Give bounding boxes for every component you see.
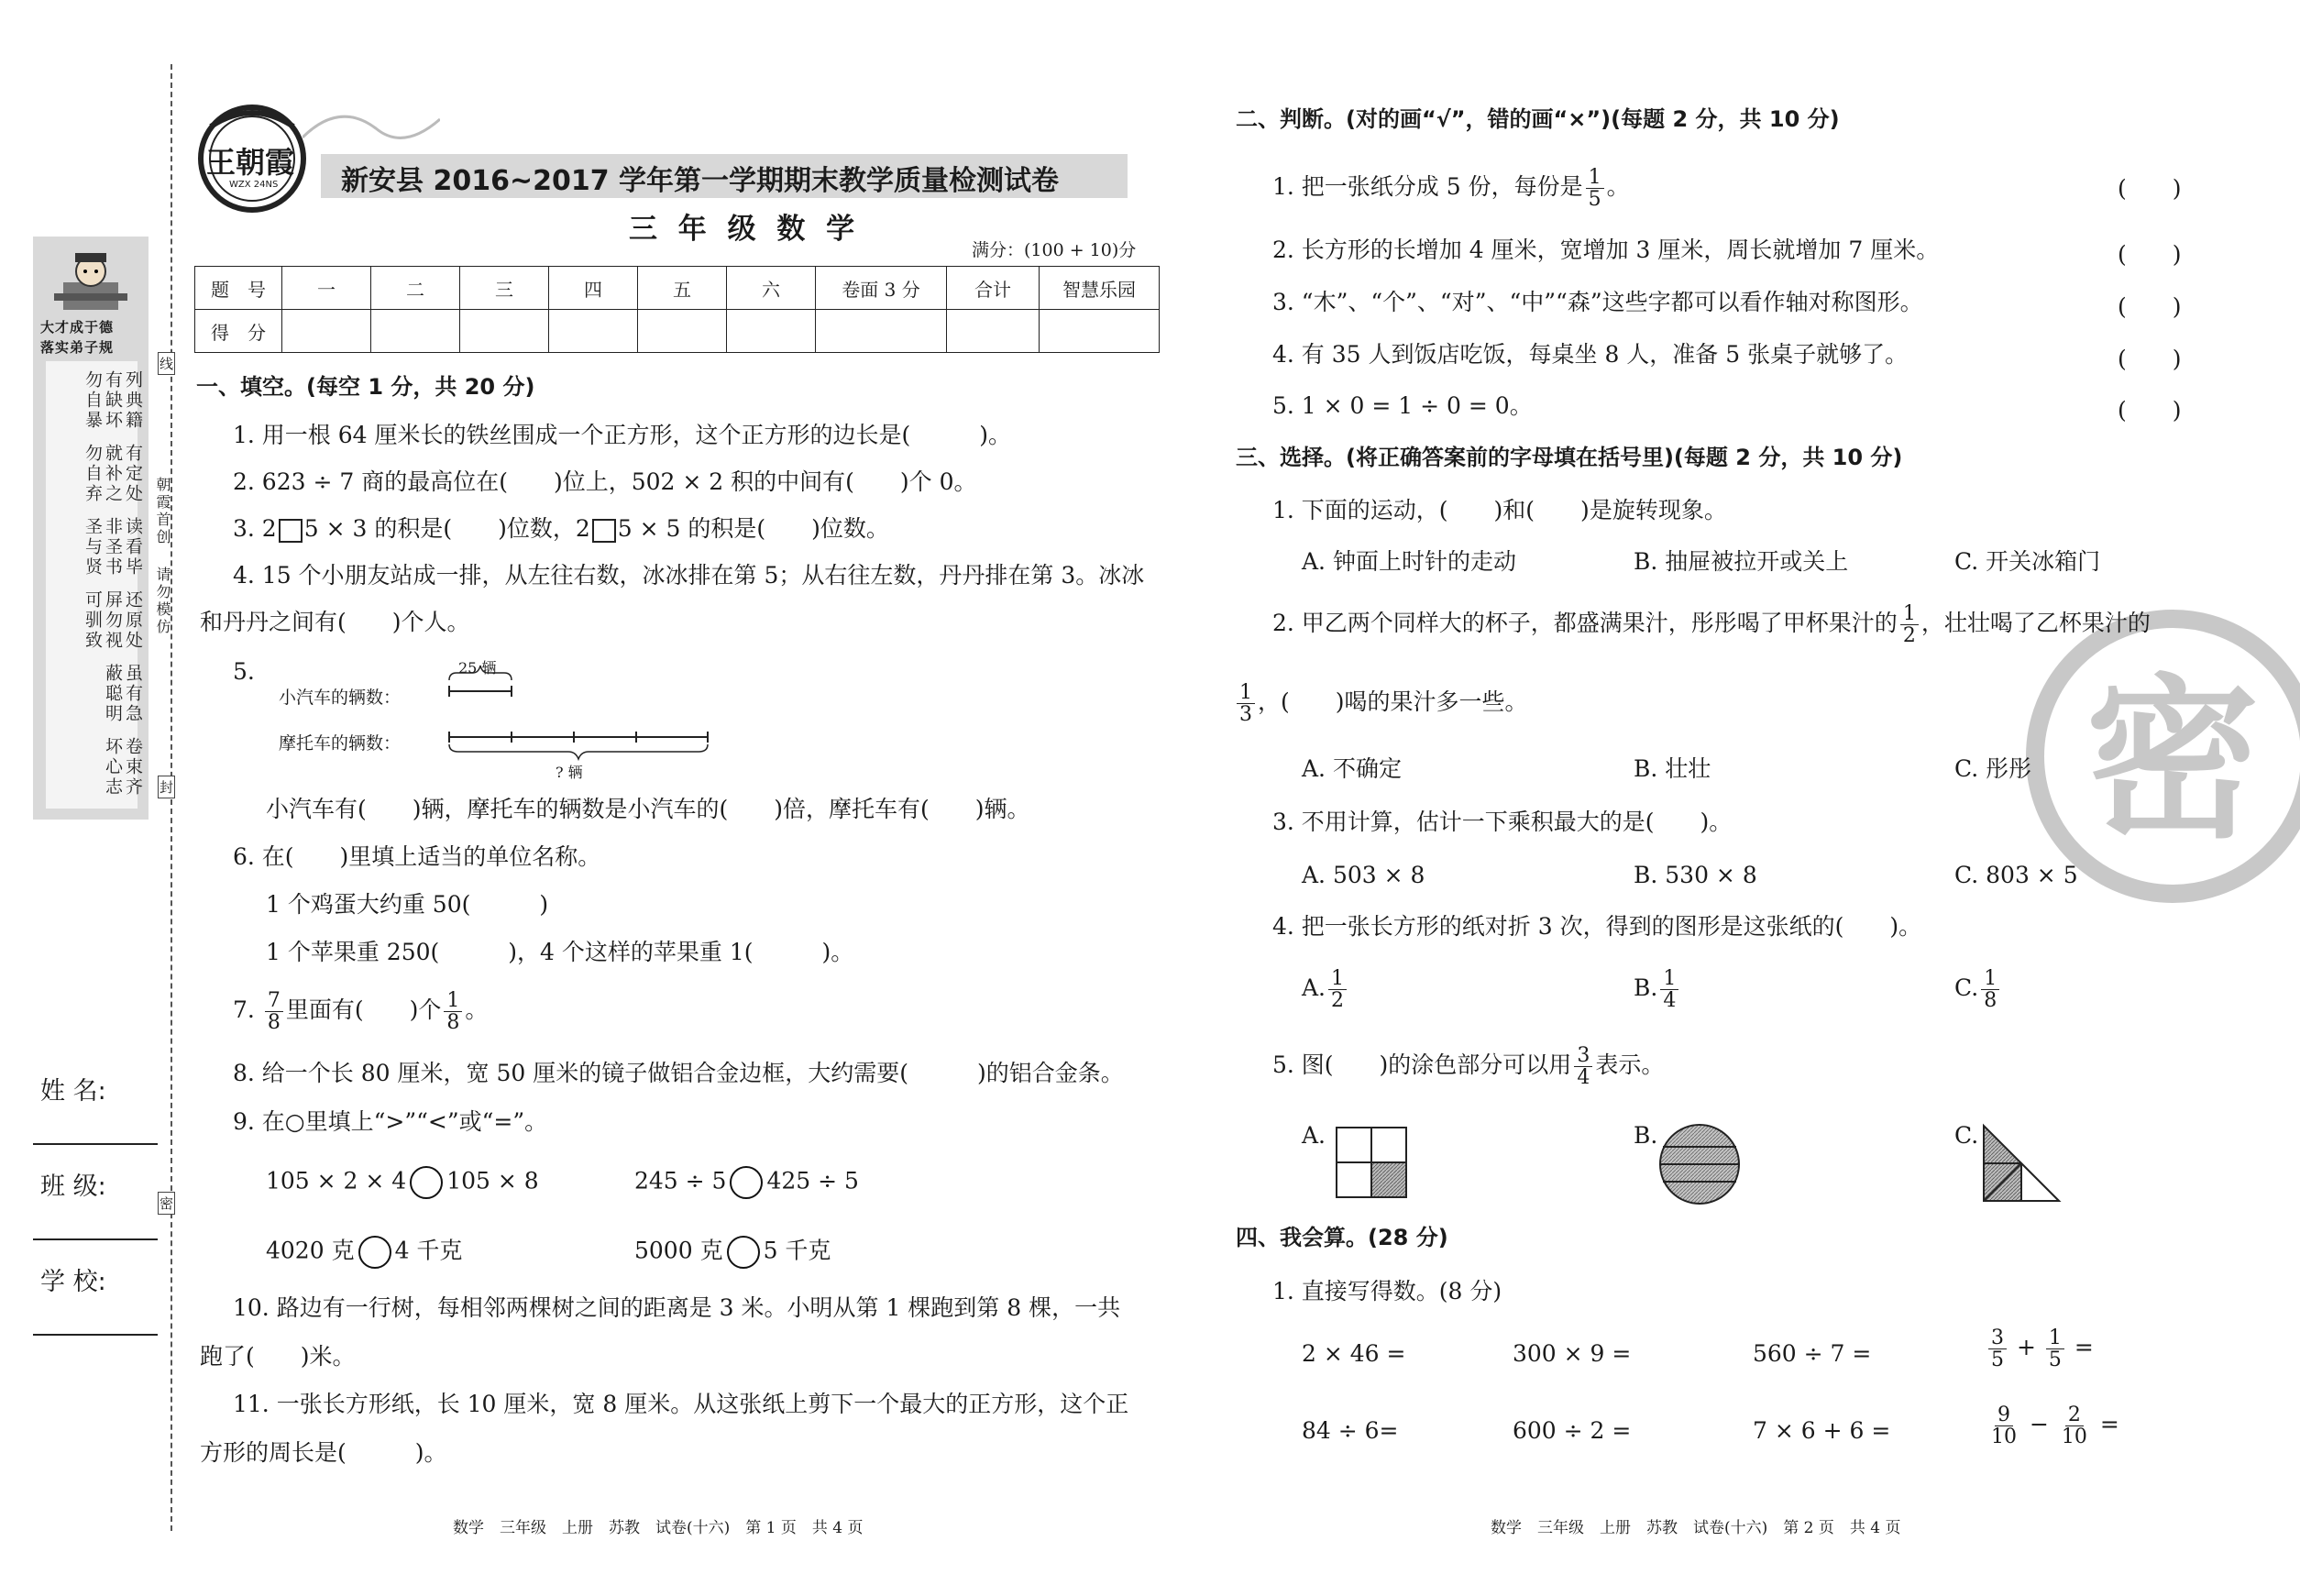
section-heading: 一、填空。(每空 1 分，共 20 分) [196, 374, 535, 400]
denominator: 8 [267, 1011, 281, 1035]
stamp-text: 密 [2085, 659, 2261, 862]
calc-item: 2 × 46 = [1302, 1340, 1406, 1367]
option-letter[interactable]: A. [1302, 1122, 1326, 1149]
question-text: 1. 用一根 64 厘米长的铁丝围成一个正方形，这个正方形的边长是( )。 [233, 422, 1012, 448]
compare-left: 105 × 2 × 4 [266, 1167, 407, 1194]
digit-box[interactable] [592, 519, 616, 543]
denominator: 4 [1663, 989, 1677, 1013]
denominator: 2 [1902, 624, 1916, 648]
option[interactable] [1634, 968, 1681, 1011]
subject-title: 三 年 级 数 学 [629, 213, 861, 246]
question-text: 方形的周长是( )。 [200, 1439, 447, 1466]
equals: = [2074, 1334, 2094, 1361]
score-cell[interactable] [460, 310, 549, 353]
diagram-label: 小汽车的辆数： [279, 688, 402, 708]
denominator: 3 [1239, 703, 1252, 727]
q7-part: 。 [465, 996, 489, 1024]
option[interactable] [1954, 968, 2002, 1011]
denominator: 8 [1984, 989, 1997, 1013]
calc-item: 84 ÷ 6= [1302, 1417, 1399, 1444]
page-footer: 数学 三年级 上册 苏教 试卷(十六) 第 2 页 共 4 页 [1491, 1519, 1901, 1537]
option-letter: A. [1302, 974, 1326, 1002]
denominator: 2 [1331, 989, 1345, 1013]
question-text [1234, 682, 1528, 725]
question-text: 6. 在( )里填上适当的单位名称。 [233, 843, 601, 870]
question-text: 10. 路边有一行树，每相邻两棵树之间的距离是 3 米。小明从第 1 棵跑到第 8 棵，一共 [233, 1294, 1121, 1321]
question-text: 5. 1 × 0 = 1 ÷ 0 = 0。 [1272, 392, 1533, 419]
sidebar-verse: 勿自暴 [83, 370, 103, 431]
sidebar-verse: 可驯致 [83, 590, 103, 651]
q-part: ，( )喝的果汁多一些。 [1258, 688, 1528, 716]
option-letter[interactable]: B. [1634, 1122, 1658, 1149]
sidebar-verse: 非圣书 [103, 517, 123, 578]
fraction [1988, 1404, 2019, 1447]
numerator: 1 [1328, 968, 1347, 990]
numerator: 1 [444, 990, 462, 1012]
score-cell[interactable] [371, 310, 460, 353]
circle-shaded-figure [1657, 1122, 1742, 1206]
sidebar-verse: 列典籍 [123, 370, 143, 431]
numerator: 1 [1900, 603, 1919, 625]
q3-part: 5 × 3 的积是( )位数，2 [303, 515, 590, 542]
class-label: 班 级: [40, 1172, 106, 1201]
question-text: 和丹丹之间有( )个人。 [200, 609, 470, 635]
question-number: 5. [233, 658, 255, 685]
unknown-label: ? 辆 [556, 764, 583, 781]
compare-left: 5000 克 [634, 1237, 723, 1264]
name-label: 姓 名: [40, 1077, 106, 1106]
question-text: 4. 有 35 人到饭店吃饭，每桌坐 8 人，准备 5 张桌子就够了。 [1272, 341, 1909, 368]
sidebar-verse: 卷束齐 [123, 737, 143, 798]
sidebar-verse: 就补之 [103, 444, 123, 504]
sidebar-verse: 蔽聪明 [103, 664, 123, 724]
compare-right: 105 × 8 [446, 1167, 539, 1194]
q-part: 5. 图( )的涂色部分可以用 [1272, 1051, 1572, 1079]
calc-item: 560 ÷ 7 = [1753, 1340, 1872, 1367]
score-cell[interactable] [727, 310, 816, 353]
fraction [1900, 603, 1919, 646]
fraction [1586, 167, 1604, 210]
score-cell[interactable] [282, 310, 371, 353]
seal-label-seal: 封 [158, 776, 175, 798]
fraction [265, 990, 283, 1033]
option[interactable]: A. 不确定 [1302, 755, 1402, 782]
compare-circle[interactable] [730, 1166, 763, 1199]
seal-label-secret: 密 [158, 1192, 175, 1215]
q-part: 。 [1606, 173, 1630, 201]
option-letter: C. [1954, 974, 1979, 1002]
question-text: 8. 给一个长 80 厘米，宽 50 厘米的镜子做铝合金边框，大约需要( )的铝合金条。 [233, 1060, 1124, 1086]
option[interactable]: B. 抽屉被拉开或关上 [1634, 548, 1849, 575]
section-heading: 四、我会算。(28 分) [1236, 1225, 1448, 1250]
score-header-cell: 五 [638, 267, 727, 310]
car-count-label: 25 辆 [458, 659, 497, 677]
score-header-cell: 六 [727, 267, 816, 310]
name-field[interactable] [33, 1143, 158, 1145]
compare-item [266, 1236, 462, 1269]
question-text: 小汽车有( )辆，摩托车的辆数是小汽车的( )倍，摩托车有( )辆。 [266, 796, 1030, 822]
question-text: 11. 一张长方形纸，长 10 厘米，宽 8 厘米。从这张纸上剪下一个最大的正方形，这个正 [233, 1391, 1129, 1417]
numerator: 1 [1981, 968, 1999, 990]
question-text: 4. 15 个小朋友站成一排，从左往右数，冰冰排在第 5；从右往左数，丹丹排在第 3。冰冰 [233, 562, 1145, 589]
sidebar-verse: 读看毕 [123, 517, 143, 578]
sidebar-verse: 坏心志 [103, 737, 123, 798]
section-heading: 二、判断。(对的画“√”，错的画“×”)(每题 2 分，共 10 分) [1236, 106, 1840, 132]
option[interactable]: A. 503 × 8 [1302, 862, 1425, 888]
operator: − [2029, 1411, 2049, 1438]
question-text [1272, 1045, 1664, 1088]
option[interactable]: C. 开关冰箱门 [1954, 548, 2101, 575]
question-text [1272, 167, 1630, 210]
numerator: 1 [1586, 167, 1604, 189]
denominator: 5 [1588, 188, 1601, 212]
compare-circle[interactable] [727, 1236, 760, 1269]
question-text [233, 990, 488, 1033]
q7-part: 7. [233, 996, 255, 1024]
answer-blank[interactable]: ( ) [2118, 293, 2182, 320]
numerator: 3 [1988, 1327, 2007, 1349]
section-heading: 三、选择。(将正确答案前的字母填在括号里)(每题 2 分，共 10 分) [1236, 445, 1903, 470]
score-table [194, 266, 1160, 353]
question-text: 4. 把一张长方形的纸对折 3 次，得到的图形是这张纸的( )。 [1272, 913, 1922, 940]
calc-item [1986, 1404, 2119, 1447]
score-header-cell: 一 [282, 267, 371, 310]
operator: + [2016, 1334, 2036, 1361]
school-label: 学 校: [40, 1268, 106, 1296]
school-field[interactable] [33, 1334, 158, 1336]
denominator: 8 [446, 1011, 460, 1035]
score-cell[interactable] [947, 310, 1040, 353]
page-title: 新安县 2016~2017 学年第一学期期末教学质量检测试卷 [341, 165, 1060, 197]
q-part: 2. 甲乙两个同样大的杯子，都盛满果汁，彤彤喝了甲杯果汁的 [1272, 610, 1898, 637]
diagram-label: 摩托车的辆数： [279, 733, 402, 754]
sidebar-verse: 有定处 [123, 444, 143, 504]
compare-left: 245 ÷ 5 [634, 1167, 727, 1194]
compare-item [634, 1236, 831, 1269]
fraction [1328, 968, 1347, 1011]
fraction [1237, 682, 1255, 725]
option-letter[interactable]: C. [1954, 1122, 1979, 1149]
brand-logo-subtext: WZX 24NS [229, 180, 279, 190]
option[interactable]: C. 803 × 5 [1954, 862, 2078, 888]
numerator: 1 [2046, 1327, 2064, 1349]
fraction [1574, 1045, 1592, 1088]
triangle-shaded-figure [1980, 1122, 2063, 1205]
fraction [2046, 1327, 2064, 1370]
fraction [444, 990, 462, 1033]
calc-item: 300 × 9 = [1513, 1340, 1632, 1367]
question-text: 1 个苹果重 250( )，4 个这样的苹果重 1( )。 [266, 939, 854, 965]
answer-blank[interactable]: ( ) [2118, 175, 2182, 202]
score-header-cell: 合计 [947, 267, 1040, 310]
denominator: 10 [2061, 1425, 2087, 1449]
q7-part: 里面有( )个 [285, 996, 442, 1024]
question-text [233, 515, 889, 543]
score-header-cell: 卷面 3 分 [816, 267, 947, 310]
sidebar-verse: 有缺坏 [103, 370, 123, 431]
numerator: 9 [1995, 1404, 2013, 1426]
class-field[interactable] [33, 1238, 158, 1240]
segment-diagram [440, 660, 715, 770]
numerator: 2 [2065, 1404, 2084, 1426]
score-cell[interactable] [549, 310, 638, 353]
denominator: 5 [1991, 1348, 2004, 1372]
answer-blank[interactable]: ( ) [2118, 346, 2182, 372]
option[interactable]: B. 壮壮 [1634, 755, 1711, 782]
compare-item [634, 1166, 859, 1199]
fraction [1988, 1327, 2007, 1370]
sidebar-panel [33, 237, 149, 820]
question-text [1272, 603, 2151, 646]
compare-circle[interactable] [410, 1166, 443, 1199]
score-header-cell: 二 [371, 267, 460, 310]
numerator: 1 [1660, 968, 1678, 990]
score-cell[interactable] [638, 310, 727, 353]
denominator: 4 [1577, 1066, 1590, 1090]
q3-part: 5 × 5 的积是( )位数。 [617, 515, 889, 542]
sidebar-verse: 圣与贤 [83, 517, 103, 578]
question-text: 2. 长方形的长增加 4 厘米，宽增加 3 厘米，周长就增加 7 厘米。 [1272, 237, 1940, 263]
compare-right: 5 千克 [763, 1237, 831, 1264]
copyright-mark: 请勿模仿 [154, 567, 171, 636]
score-row-label: 得 分 [195, 310, 282, 353]
fraction [1660, 968, 1678, 1011]
option[interactable]: C. 彤彤 [1954, 755, 2032, 782]
score-header-cell: 智慧乐园 [1040, 267, 1160, 310]
sidebar-verse: 勿自弃 [83, 444, 103, 504]
score-header-cell: 题 号 [195, 267, 282, 310]
answer-blank[interactable]: ( ) [2118, 397, 2182, 424]
question-text: 3. “木”、“个”、“对”、“中”“森”这些字都可以看作轴对称图形。 [1272, 289, 1923, 315]
option[interactable] [1302, 968, 1349, 1011]
question-text: 1 个鸡蛋大约重 50( ) [266, 891, 549, 918]
sidebar-verse: 还原处 [123, 590, 143, 651]
answer-blank[interactable]: ( ) [2118, 241, 2182, 268]
fraction [2059, 1404, 2090, 1447]
question-text: 1. 下面的运动，( )和( )是旋转现象。 [1272, 497, 1727, 523]
scholar-icon [50, 246, 132, 319]
compare-right: 425 ÷ 5 [766, 1167, 859, 1194]
question-text: 2. 623 ÷ 7 商的最高位在( )位上，502 × 2 积的中间有( )个 0。 [233, 468, 977, 495]
seal-label-line: 线 [158, 352, 175, 375]
score-cell[interactable] [816, 310, 947, 353]
option-letter: B. [1634, 974, 1658, 1002]
calc-item [1986, 1327, 2094, 1370]
sidebar-slogan-2: 落实弟子规 [40, 339, 115, 356]
q-part: 表示。 [1595, 1051, 1665, 1079]
copyright-mark: 朝霞首创 [154, 477, 171, 546]
numerator: 7 [265, 990, 283, 1012]
denominator: 5 [2048, 1348, 2062, 1372]
sidebar-verse: 屏勿视 [103, 590, 123, 651]
question-text: 9. 在○里填上“>”“<”或“=”。 [233, 1108, 548, 1135]
score-header-cell: 四 [549, 267, 638, 310]
question-text: 跑了( )米。 [200, 1343, 356, 1370]
sidebar-verse: 虽有急 [123, 664, 143, 724]
sidebar-slogan-1: 大才成于德 [40, 319, 115, 336]
full-score: 满分：(100 + 10)分 [972, 240, 1137, 260]
question-text: 3. 不用计算，估计一下乘积最大的是( )。 [1272, 809, 1733, 835]
option[interactable]: B. 530 × 8 [1634, 862, 1757, 888]
compare-item [266, 1166, 539, 1199]
score-cell[interactable] [1040, 310, 1160, 353]
calc-item: 7 × 6 + 6 = [1753, 1417, 1891, 1444]
calc-item: 600 ÷ 2 = [1513, 1417, 1632, 1444]
compare-left: 4020 克 [266, 1237, 355, 1264]
denominator: 10 [1991, 1425, 2017, 1449]
compare-right: 4 千克 [394, 1237, 463, 1264]
numerator: 3 [1574, 1045, 1592, 1067]
ribbon-decoration [303, 101, 440, 156]
equals: = [2099, 1411, 2119, 1438]
square-shaded-figure [1335, 1126, 1408, 1199]
compare-circle[interactable] [358, 1236, 391, 1269]
q-part: 1. 把一张纸分成 5 份，每份是 [1272, 173, 1583, 201]
numerator: 1 [1237, 682, 1255, 704]
score-header-cell: 三 [460, 267, 549, 310]
digit-box[interactable] [279, 519, 303, 543]
fraction [1981, 968, 1999, 1011]
brand-logo-text: 王朝霞 [206, 145, 295, 180]
q-part: ，壮壮喝了乙杯果汁的 [1920, 610, 2151, 637]
question-text: 1. 直接写得数。(8 分) [1272, 1278, 1502, 1304]
page-footer: 数学 三年级 上册 苏教 试卷(十六) 第 1 页 共 4 页 [453, 1519, 864, 1537]
option[interactable]: A. 钟面上时针的走动 [1302, 548, 1516, 575]
q3-part: 3. 2 [233, 515, 277, 542]
